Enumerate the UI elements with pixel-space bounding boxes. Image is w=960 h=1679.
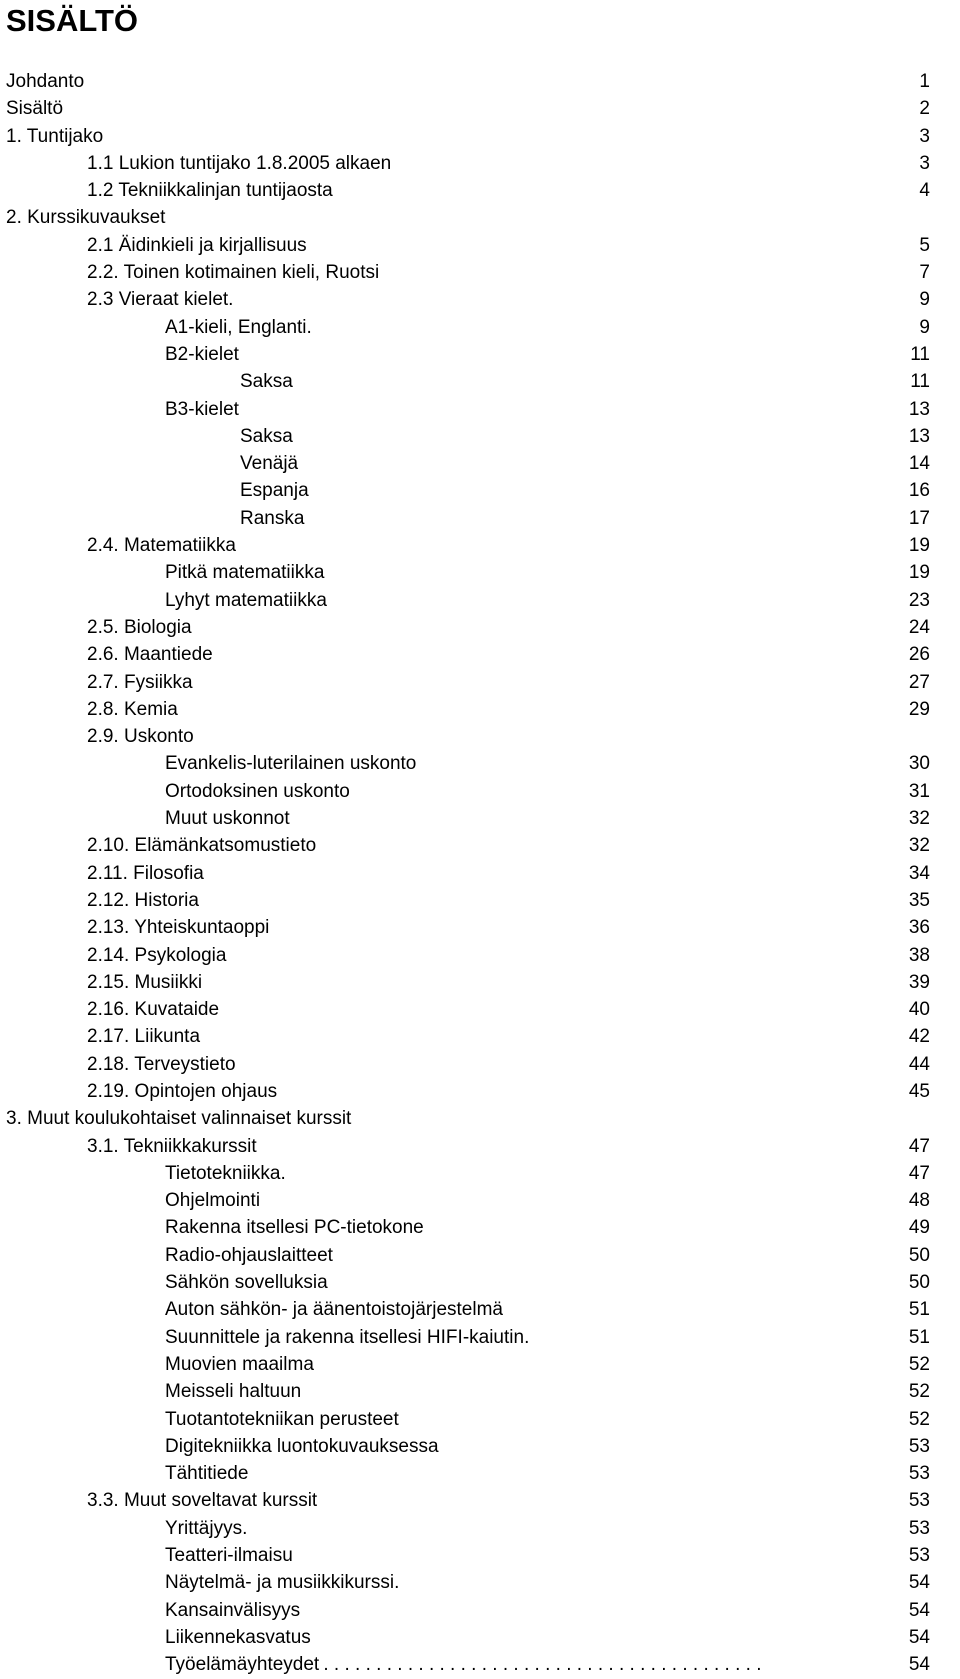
toc-entry[interactable] bbox=[0, 641, 960, 668]
toc-page-number: 53 bbox=[908, 1463, 930, 1485]
toc-entry-label bbox=[165, 1515, 760, 1542]
toc-page-number: 36 bbox=[908, 917, 930, 939]
toc-entry[interactable] bbox=[0, 1051, 960, 1078]
toc-entry-text: Radio-ohjauslaitteet bbox=[165, 1244, 333, 1266]
toc-section-heading: 3. Muut koulukohtaiset valinnaiset kurssit bbox=[6, 1108, 352, 1130]
toc-page-number: 45 bbox=[908, 1080, 930, 1102]
toc-entry-text: Liikennekasvatus bbox=[165, 1626, 311, 1648]
toc-entry-text: 2.8. Kemia bbox=[87, 698, 178, 720]
toc-entry-label bbox=[87, 1023, 760, 1050]
toc-entry-label bbox=[165, 1433, 760, 1460]
toc-page-number: 51 bbox=[908, 1326, 930, 1348]
toc-entry-label bbox=[165, 1187, 760, 1214]
toc-entry-label bbox=[87, 177, 760, 204]
toc-entry-text: Muovien maailma bbox=[165, 1353, 314, 1375]
toc-entry-label bbox=[165, 1406, 760, 1433]
toc-page-number: 9 bbox=[919, 316, 930, 338]
toc-page-number: 50 bbox=[908, 1244, 930, 1266]
toc-section-heading: 2. Kurssikuvaukset bbox=[6, 207, 166, 229]
toc-page-number: 34 bbox=[908, 862, 930, 884]
toc-entry[interactable] bbox=[0, 750, 960, 777]
toc-page-number: 13 bbox=[908, 425, 930, 447]
toc-page-number: 39 bbox=[908, 971, 930, 993]
toc-entry-text: Sisältö bbox=[6, 98, 64, 120]
toc-entry[interactable] bbox=[0, 259, 960, 286]
toc-page-number: 30 bbox=[908, 753, 930, 775]
toc-entry-label bbox=[165, 314, 760, 341]
toc-page-number: 1 bbox=[919, 71, 930, 92]
toc-page-number: 47 bbox=[908, 1135, 930, 1157]
toc-page-number: 53 bbox=[908, 1435, 930, 1457]
toc-entry-label bbox=[6, 123, 760, 150]
toc-entry-label bbox=[240, 477, 760, 504]
toc-entry-text: 2.4. Matematiikka bbox=[87, 535, 236, 557]
toc-entry-label bbox=[165, 1378, 760, 1405]
toc-entry[interactable] bbox=[0, 95, 960, 122]
toc-entry-text: B2-kielet bbox=[165, 343, 239, 365]
toc-entry-text: Auton sähkön- ja äänentoistojärjestelmä bbox=[165, 1299, 503, 1321]
toc-entry[interactable] bbox=[0, 232, 960, 259]
toc-page-number: 32 bbox=[908, 808, 930, 830]
toc-section-heading: 2.9. Uskonto bbox=[87, 726, 194, 748]
toc-entry-text: Rakenna itsellesi PC-tietokone bbox=[165, 1217, 424, 1239]
toc-entry-label bbox=[165, 1242, 760, 1269]
toc-entry-label bbox=[165, 1351, 760, 1378]
toc-entry[interactable] bbox=[0, 450, 960, 477]
toc-page-number: 52 bbox=[908, 1353, 930, 1375]
toc-entry-text: 2.13. Yhteiskuntaoppi bbox=[87, 917, 270, 939]
toc-page-number: 50 bbox=[908, 1272, 930, 1294]
toc-entry-text: Ortodoksinen uskonto bbox=[165, 780, 350, 802]
toc-entry[interactable] bbox=[0, 505, 960, 532]
toc-entry-label bbox=[240, 450, 760, 477]
toc-entry[interactable] bbox=[0, 587, 960, 614]
toc-entry[interactable] bbox=[0, 314, 960, 341]
toc-page-number: 53 bbox=[908, 1517, 930, 1539]
toc-entry-label bbox=[87, 286, 760, 313]
toc-entry-text: Pitkä matematiikka bbox=[165, 562, 325, 584]
toc-entry[interactable] bbox=[0, 150, 960, 177]
toc-entry[interactable] bbox=[0, 1324, 960, 1351]
toc-entry[interactable] bbox=[0, 669, 960, 696]
toc-entry-label bbox=[165, 559, 760, 586]
toc-entry-text: 2.1 Äidinkieli ja kirjallisuus bbox=[87, 234, 307, 256]
toc-page-number: 32 bbox=[908, 835, 930, 857]
toc-entry-text: B3-kielet bbox=[165, 398, 239, 420]
toc-entry[interactable] bbox=[0, 1378, 960, 1405]
toc-entry-label bbox=[87, 969, 760, 996]
toc-entry[interactable] bbox=[0, 723, 960, 750]
toc-page-number: 27 bbox=[908, 671, 930, 693]
toc-page-number: 44 bbox=[908, 1053, 930, 1075]
toc-entry[interactable] bbox=[0, 1242, 960, 1269]
toc-entry[interactable] bbox=[0, 914, 960, 941]
toc-entry-text: Venäjä bbox=[240, 453, 299, 475]
toc-entry-label bbox=[87, 259, 760, 286]
toc-entry-label bbox=[87, 832, 760, 859]
toc-entry-label bbox=[87, 942, 760, 969]
toc-entry[interactable] bbox=[0, 887, 960, 914]
toc-entry-text: 2.5. Biologia bbox=[87, 616, 192, 638]
toc-entry[interactable] bbox=[0, 1187, 960, 1214]
toc-entry[interactable] bbox=[0, 396, 960, 423]
toc-entry-text: 1. Tuntijako bbox=[6, 125, 104, 147]
toc-entry-text: 2.12. Historia bbox=[87, 889, 199, 911]
toc-page-number: 35 bbox=[908, 889, 930, 911]
toc-page-number: 47 bbox=[908, 1162, 930, 1184]
toc-entry-label bbox=[87, 887, 760, 914]
toc-entry-text: Sähkön sovelluksia bbox=[165, 1272, 328, 1294]
toc-page-number: 7 bbox=[919, 262, 930, 284]
toc-entry[interactable] bbox=[0, 1023, 960, 1050]
toc-entry-text: 2.6. Maantiede bbox=[87, 644, 213, 666]
toc-entry-label bbox=[87, 232, 760, 259]
toc-entry[interactable] bbox=[0, 805, 960, 832]
toc-entry-text: 2.18. Terveystieto bbox=[87, 1053, 236, 1075]
toc-page-number: 11 bbox=[910, 371, 930, 393]
toc-page-number: 3 bbox=[919, 152, 930, 174]
toc-entry[interactable] bbox=[0, 1651, 960, 1678]
toc-entry-label bbox=[6, 68, 760, 95]
toc-entry[interactable] bbox=[0, 1542, 960, 1569]
toc-entry[interactable] bbox=[0, 423, 960, 450]
toc-page-number: 4 bbox=[919, 180, 930, 202]
toc-page-number: 13 bbox=[908, 398, 930, 420]
toc-entry[interactable] bbox=[0, 860, 960, 887]
toc-entry-label bbox=[87, 150, 760, 177]
toc-entry[interactable] bbox=[0, 1351, 960, 1378]
toc-page-number: 53 bbox=[908, 1545, 930, 1567]
toc-entry-text: Meisseli haltuun bbox=[165, 1381, 302, 1403]
toc-page-number: 38 bbox=[908, 944, 930, 966]
toc-entry-label bbox=[165, 341, 760, 368]
toc-page-number: 54 bbox=[908, 1599, 930, 1621]
toc-entry-label bbox=[87, 1487, 760, 1514]
toc-entry-text: Tuotantotekniikan perusteet bbox=[165, 1408, 399, 1430]
toc-entry-text: Yrittäjyys. bbox=[165, 1517, 248, 1539]
toc-entry-label bbox=[240, 505, 760, 532]
toc-page-number: 52 bbox=[908, 1381, 930, 1403]
toc-entry-label bbox=[87, 860, 760, 887]
toc-entry-label bbox=[87, 1078, 760, 1105]
toc-page-number: 31 bbox=[908, 780, 930, 802]
toc-entry-text: Lyhyt matematiikka bbox=[165, 589, 327, 611]
toc-entry[interactable] bbox=[0, 1487, 960, 1514]
toc-entry-label bbox=[165, 1542, 760, 1569]
toc-entry[interactable] bbox=[0, 969, 960, 996]
toc-entry-text: 2.11. Filosofia bbox=[87, 862, 204, 884]
toc-page-number: 17 bbox=[908, 507, 930, 529]
toc-entry-text: Ranska bbox=[240, 507, 305, 529]
toc-entry-text: Kansainvälisyys bbox=[165, 1599, 301, 1621]
toc-entry-text: Muut uskonnot bbox=[165, 808, 290, 830]
toc-entry[interactable] bbox=[0, 832, 960, 859]
toc-entry[interactable] bbox=[0, 1406, 960, 1433]
toc-entry[interactable] bbox=[0, 1296, 960, 1323]
toc-entry-label bbox=[165, 1160, 760, 1187]
toc-page-number: 42 bbox=[908, 1026, 930, 1048]
toc-entry[interactable] bbox=[0, 1597, 960, 1624]
toc-entry-label bbox=[87, 641, 760, 668]
toc-entry-text: Saksa bbox=[240, 425, 293, 447]
toc-entry[interactable] bbox=[0, 1269, 960, 1296]
toc-page-number: 3 bbox=[919, 125, 930, 147]
toc-entry-label bbox=[165, 396, 760, 423]
toc-page-number: 16 bbox=[908, 480, 930, 502]
toc-entry[interactable] bbox=[0, 177, 960, 204]
toc-page-number: 54 bbox=[908, 1572, 930, 1594]
toc-page-number: 9 bbox=[919, 289, 930, 311]
toc-entry[interactable] bbox=[0, 1133, 960, 1160]
toc-entry-text: Suunnittele ja rakenna itsellesi HIFI-kaiutin. bbox=[165, 1326, 530, 1348]
toc-entry[interactable] bbox=[0, 1160, 960, 1187]
toc-entry-label bbox=[240, 423, 760, 450]
toc-entry[interactable] bbox=[0, 778, 960, 805]
toc-entry-text: Tietotekniikka. bbox=[165, 1162, 286, 1184]
toc-page-number: 19 bbox=[908, 535, 930, 557]
toc-page-number: 40 bbox=[908, 999, 930, 1021]
toc-entry[interactable] bbox=[0, 696, 960, 723]
toc-page-number: 23 bbox=[908, 589, 930, 611]
toc-entry-text: 2.3 Vieraat kielet. bbox=[87, 289, 234, 311]
toc-entry-label bbox=[87, 1051, 760, 1078]
toc-entry-text: Työelämäyhteydet bbox=[165, 1654, 320, 1676]
toc-entry-text: 2.19. Opintojen ohjaus bbox=[87, 1080, 278, 1102]
toc-entry-text: Espanja bbox=[240, 480, 309, 502]
toc-entry[interactable] bbox=[0, 1460, 960, 1487]
toc-entry-text: 3.1. Tekniikkakurssit bbox=[87, 1135, 257, 1157]
toc-entry-label bbox=[165, 1296, 760, 1323]
toc-entry-text: Evankelis-luterilainen uskonto bbox=[165, 753, 417, 775]
toc-entry-label bbox=[165, 587, 760, 614]
toc-entry[interactable] bbox=[0, 477, 960, 504]
toc-entry-label bbox=[165, 1597, 760, 1624]
toc-entry[interactable] bbox=[0, 341, 960, 368]
toc-entry[interactable] bbox=[0, 1433, 960, 1460]
toc-entry-text: 2.17. Liikunta bbox=[87, 1026, 201, 1048]
toc-entry[interactable] bbox=[0, 1105, 960, 1132]
toc-entry-label bbox=[240, 368, 760, 395]
toc-entry-label bbox=[165, 805, 760, 832]
toc-page-number: 54 bbox=[908, 1654, 930, 1676]
toc-page-number: 14 bbox=[908, 453, 930, 475]
toc-entry[interactable] bbox=[0, 1515, 960, 1542]
toc-entry-text: 2.7. Fysiikka bbox=[87, 671, 193, 693]
toc-entry-text: 1.1 Lukion tuntijako 1.8.2005 alkaen bbox=[87, 152, 392, 174]
page-title: SISÄLTÖ bbox=[6, 3, 139, 38]
toc-entry-text: 2.14. Psykologia bbox=[87, 944, 227, 966]
toc-page-number: 53 bbox=[908, 1490, 930, 1512]
toc-entry[interactable] bbox=[0, 1569, 960, 1596]
toc-page-number: 24 bbox=[908, 616, 930, 638]
toc-entry-label bbox=[87, 1133, 760, 1160]
toc-page-number: 2 bbox=[919, 98, 930, 120]
toc-entry-text: 1.2 Tekniikkalinjan tuntijaosta bbox=[87, 180, 333, 202]
toc-page-number: 11 bbox=[910, 343, 930, 365]
toc-entry[interactable] bbox=[0, 286, 960, 313]
toc-page-number: 54 bbox=[908, 1626, 930, 1648]
toc-entry-label bbox=[87, 614, 760, 641]
toc-entry-label bbox=[87, 996, 760, 1023]
toc-entry[interactable] bbox=[0, 1078, 960, 1105]
toc-entry[interactable] bbox=[0, 368, 960, 395]
toc-page-number: 26 bbox=[908, 644, 930, 666]
toc-entry[interactable] bbox=[0, 204, 960, 231]
toc-entry-text: Johdanto bbox=[6, 71, 85, 92]
toc-entry-text: Näytelmä- ja musiikkikurssi. bbox=[165, 1572, 400, 1594]
toc-entry[interactable] bbox=[0, 614, 960, 641]
toc-entry[interactable] bbox=[0, 1624, 960, 1651]
toc-entry-label bbox=[165, 778, 760, 805]
toc-entry-label bbox=[165, 1624, 760, 1651]
toc-page-number: 5 bbox=[919, 234, 930, 256]
toc-entry[interactable] bbox=[0, 123, 960, 150]
toc-entry-text: Tähtitiede bbox=[165, 1463, 249, 1485]
toc-page-number: 52 bbox=[908, 1408, 930, 1430]
toc-entry-text: Teatteri-ilmaisu bbox=[165, 1545, 293, 1567]
toc-entry-text: 2.16. Kuvataide bbox=[87, 999, 220, 1021]
toc-entry-text: 3.3. Muut soveltavat kurssit bbox=[87, 1490, 318, 1512]
toc-entry-label bbox=[165, 1651, 760, 1678]
toc-entry-label bbox=[87, 532, 760, 559]
toc-page-number: 19 bbox=[908, 562, 930, 584]
table-of-contents bbox=[0, 68, 960, 1679]
toc-entry-label bbox=[165, 1569, 760, 1596]
toc-entry-label bbox=[165, 1460, 760, 1487]
toc-entry[interactable] bbox=[0, 68, 960, 95]
toc-page-number: 29 bbox=[908, 698, 930, 720]
toc-entry-text: 2.2. Toinen kotimainen kieli, Ruotsi bbox=[87, 262, 380, 284]
toc-entry-label bbox=[87, 914, 760, 941]
toc-entry-label bbox=[165, 1324, 760, 1351]
toc-page-number: 49 bbox=[908, 1217, 930, 1239]
toc-entry-text: 2.15. Musiikki bbox=[87, 971, 203, 993]
toc-entry[interactable] bbox=[0, 996, 960, 1023]
toc-entry-label bbox=[6, 95, 760, 122]
toc-entry[interactable] bbox=[0, 942, 960, 969]
toc-entry-label bbox=[87, 669, 760, 696]
toc-entry-label bbox=[165, 750, 760, 777]
toc-entry-label bbox=[165, 1214, 760, 1241]
toc-entry-text: Digitekniikka luontokuvauksessa bbox=[165, 1435, 439, 1457]
toc-page-number: 51 bbox=[908, 1299, 930, 1321]
toc-entry-text: 2.10. Elämänkatsomustieto bbox=[87, 835, 317, 857]
toc-entry-text: Ohjelmointi bbox=[165, 1190, 261, 1212]
toc-entry[interactable] bbox=[0, 559, 960, 586]
toc-entry-text: A1-kieli, Englanti. bbox=[165, 316, 312, 338]
toc-entry-text: Saksa bbox=[240, 371, 293, 393]
toc-entry[interactable] bbox=[0, 532, 960, 559]
toc-entry-label bbox=[165, 1269, 760, 1296]
toc-entry[interactable] bbox=[0, 1214, 960, 1241]
toc-entry-label bbox=[87, 696, 760, 723]
toc-page-number: 48 bbox=[908, 1190, 930, 1212]
